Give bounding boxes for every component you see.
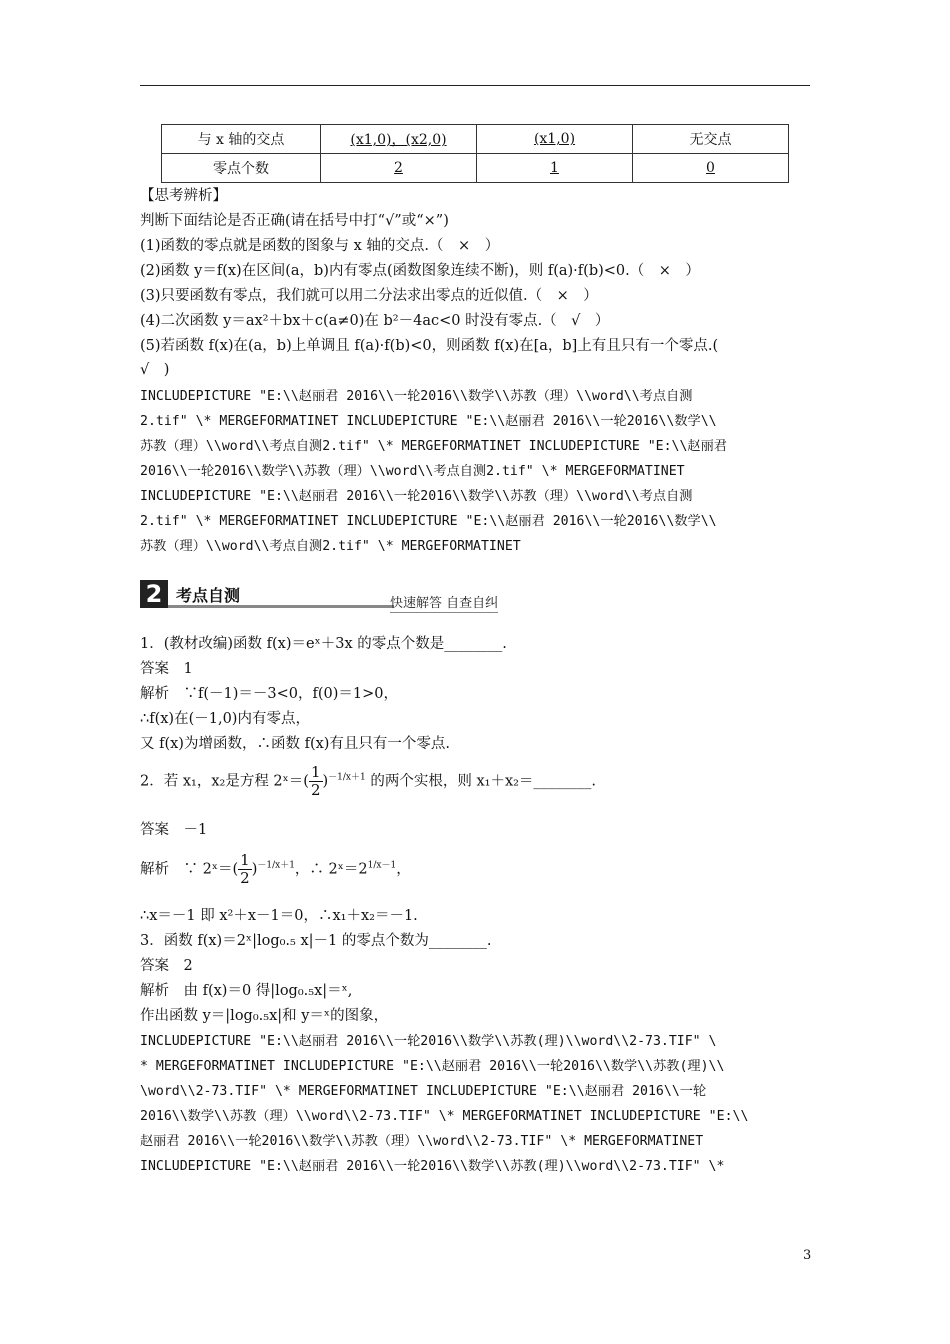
q2-analysis-prefix: 解析 ∵ 2ˣ＝( xyxy=(140,861,239,878)
section-header xyxy=(140,580,520,610)
fraction-numerator: 1 xyxy=(310,763,321,781)
q3-analysis-line: 作出函数 y＝|log₀.₅x|和 y＝ˣ的图象， xyxy=(140,1008,389,1024)
think-item-5: (5)若函数 f(x)在(a，b)上单调且 f(a)·f(b)<0，则函数 f(x)在[a，b]上有且只有一个零点.( xyxy=(140,338,719,354)
think-item-2: (2)函数 y＝f(x)在区间(a，b)内有零点(函数图象连续不断)，则 f(a)·f(b)<0.（ × ） xyxy=(140,263,700,279)
field-code-line: INCLUDEPICTURE "E:\\赵丽君 2016\\一轮2016\\数学\\苏教(理)\\word\\2-73.TIF" \ xyxy=(140,1034,717,1049)
field-code-line: * MERGEFORMATINET INCLUDEPICTURE "E:\\赵丽君 2016\\一轮2016\\数学\\苏教(理)\\ xyxy=(140,1059,725,1074)
q1-analysis-line: ∴f(x)在(－1,0)内有零点， xyxy=(140,711,310,727)
field-code-line: 赵丽君 2016\\一轮2016\\数学\\苏教（理）\\word\\2-73.TIF" \* MERGEFORMATINET xyxy=(140,1134,704,1149)
think-item-3: (3)只要函数有零点，我们就可以用二分法求出零点的近似值.（ × ） xyxy=(140,288,598,304)
fraction xyxy=(309,764,323,799)
exponent: －1/x＋1 xyxy=(328,772,366,783)
q1-analysis-line: 又 f(x)为增函数，∴函数 f(x)有且只有一个零点. xyxy=(140,736,451,752)
fraction xyxy=(238,852,252,887)
q1-question: 1．(教材改编)函数 f(x)＝eˣ＋3x 的零点个数是________. xyxy=(140,636,507,652)
table-cell: 0 xyxy=(633,154,789,183)
think-title: 【思考辨析】 xyxy=(140,188,227,204)
exponent: －1/x＋1 xyxy=(257,860,295,871)
table-cell: (x1,0) xyxy=(477,125,633,154)
fraction-numerator: 1 xyxy=(240,851,250,869)
q2-suffix: 的两个实根，则 x₁＋x₂＝________. xyxy=(370,773,597,790)
q2-analysis-mid: ，∴ 2ˣ＝2 xyxy=(294,861,368,878)
think-intro: 判断下面结论是否正确(请在括号中打“√”或“×”) xyxy=(140,213,449,229)
q2-prefix: 2．若 x₁，x₂是方程 2ˣ＝( xyxy=(140,773,309,790)
field-code-line: INCLUDEPICTURE "E:\\赵丽君 2016\\一轮2016\\数学\\苏教(理)\\word\\2-73.TIF" \* xyxy=(140,1159,725,1174)
think-item-1: (1)函数的零点就是函数的图象与 x 轴的交点.（ × ） xyxy=(140,238,500,254)
page-number: 3 xyxy=(803,1248,812,1263)
q3-question: 3．函数 f(x)＝2ˣ|log₀.₅ x|－1 的零点个数为________. xyxy=(140,933,492,949)
think-item-5-cont: √ ) xyxy=(140,362,170,378)
table-cell: 1 xyxy=(477,154,633,183)
q3-answer: 答案 2 xyxy=(140,958,193,974)
fraction-denominator: 2 xyxy=(310,781,321,799)
zero-count-table xyxy=(161,124,789,183)
field-code-line: 苏教（理）\\word\\考点自测2.tif" \* MERGEFORMATINET xyxy=(140,539,521,554)
q3-analysis: 解析 由 f(x)＝0 得|log₀.₅x|＝ˣ, xyxy=(140,983,353,999)
field-code-line: 苏教（理）\\word\\考点自测2.tif" \* MERGEFORMATINET INCLUDEPICTURE "E:\\赵丽君 xyxy=(140,439,727,454)
table-cell: 零点个数 xyxy=(162,154,321,183)
header-rule xyxy=(140,85,810,86)
fraction-denominator: 2 xyxy=(240,869,250,887)
exponent: 1/x－1 xyxy=(367,860,397,871)
q2-question: 2．若 x₁，x₂是方程 2ˣ＝( $\frac{1}{2}$ )$^{-1/x+1}$ 的两个实根，则 x₁＋x₂＝________. xyxy=(140,763,597,799)
q2-answer: 答案 －1 xyxy=(140,822,208,838)
q2-analysis-end: ， xyxy=(396,861,411,878)
q1-answer: 答案 1 xyxy=(140,661,193,677)
q2-analysis-line: ∴x＝－1 即 x²＋x－1＝0，∴x₁＋x₂＝－1. xyxy=(140,908,418,924)
table-cell: (x1,0)，(x2,0) xyxy=(321,125,477,154)
field-code-line: 2.tif" \* MERGEFORMATINET INCLUDEPICTURE "E:\\赵丽君 2016\\一轮2016\\数学\\ xyxy=(140,414,717,429)
field-code-line: 2016\\一轮2016\\数学\\苏教（理）\\word\\考点自测2.tif" \* MERGEFORMATINET xyxy=(140,464,685,479)
section-title: 考点自测 xyxy=(176,586,241,605)
q2-analysis: 解析 ∵ 2ˣ＝( $\frac{1}{2}$ )$^{-1/x+1}$，∴ $2ˣ=2^{1/x-1}$， xyxy=(140,851,411,887)
table-cell: 2 xyxy=(321,154,477,183)
field-code-line: INCLUDEPICTURE "E:\\赵丽君 2016\\一轮2016\\数学\\苏教（理）\\word\\考点自测 xyxy=(140,389,693,404)
section-number: 2 xyxy=(140,580,168,608)
table-row xyxy=(162,154,789,183)
field-code-line: 2016\\数学\\苏教（理）\\word\\2-73.TIF" \* MERGEFORMATINET INCLUDEPICTURE "E:\\ xyxy=(140,1109,749,1124)
think-item-4: (4)二次函数 y＝ax²＋bx＋c(a≠0)在 b²－4ac<0 时没有零点.（ √ ） xyxy=(140,313,610,329)
table-row xyxy=(162,125,789,154)
table-cell: 与 x 轴的交点 xyxy=(162,125,321,154)
field-code-line: 2.tif" \* MERGEFORMATINET INCLUDEPICTURE "E:\\赵丽君 2016\\一轮2016\\数学\\ xyxy=(140,514,717,529)
table-cell: 无交点 xyxy=(633,125,789,154)
field-code-line: INCLUDEPICTURE "E:\\赵丽君 2016\\一轮2016\\数学\\苏教（理）\\word\\考点自测 xyxy=(140,489,693,504)
q1-analysis: 解析 ∵f(－1)＝－3<0，f(0)＝1>0， xyxy=(140,686,399,702)
section-bar xyxy=(168,605,394,608)
field-code-line: \word\\2-73.TIF" \* MERGEFORMATINET INCLUDEPICTURE "E:\\赵丽君 2016\\一轮 xyxy=(140,1084,707,1099)
section-subtitle: 快速解答 自查自纠 xyxy=(390,592,498,613)
